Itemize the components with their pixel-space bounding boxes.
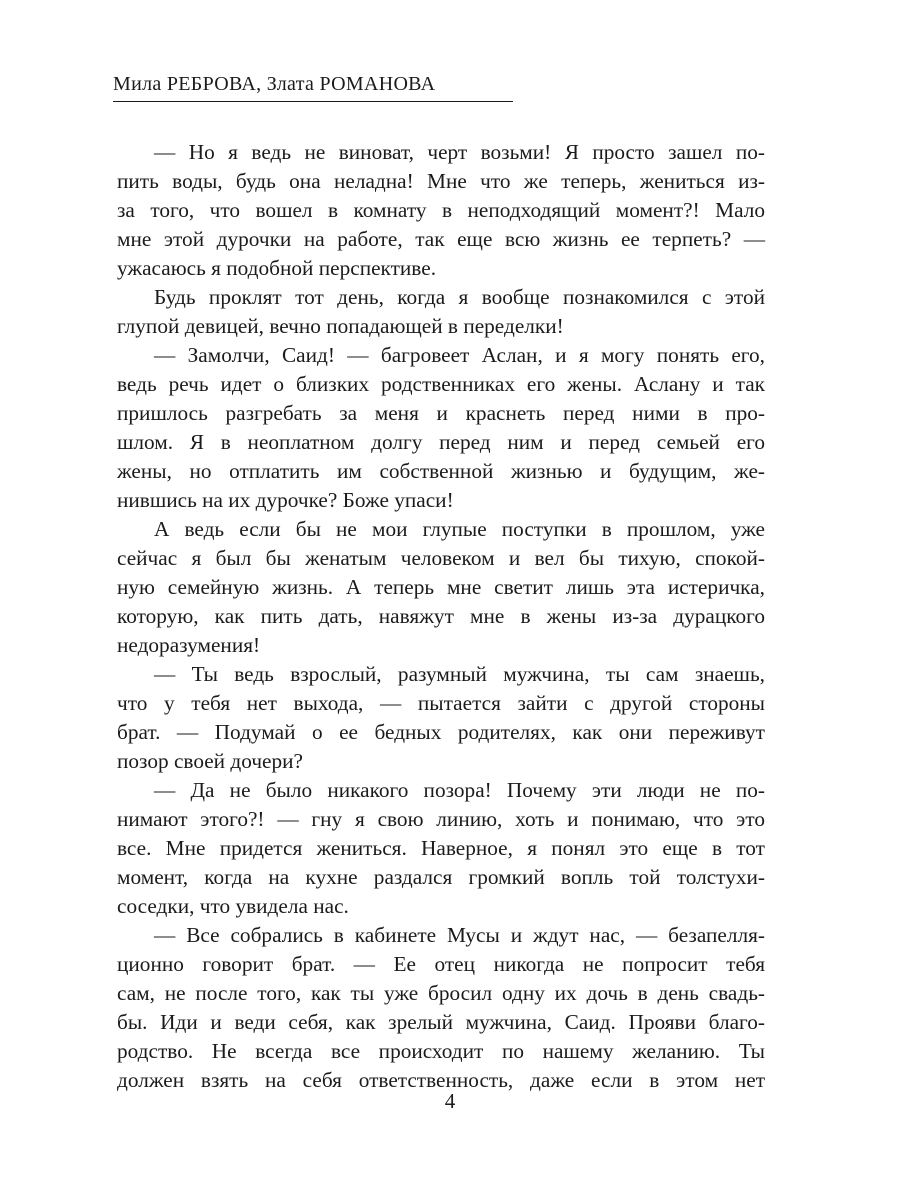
text-line: недоразумения! [117,633,261,657]
text-line: ционно говорит брат. — Ее отец никогда не попросит тебя [117,952,765,976]
text-line: которую, как пить дать, навяжут мне в жены из-за дурацкого [117,604,765,628]
text-line: соседки, что увидела нас. [117,894,349,918]
text-line: Будь проклят тот день, когда я вообще познакомился с этой [154,285,765,309]
text-line: момент, когда на кухне раздался громкий вопль той толстухи- [117,865,765,889]
text-line: глупой девицей, вечно попадающей в переделки! [117,314,564,338]
text-line: ведь речь идет о близких родственниках его жены. Аслану и так [117,372,765,396]
text-line: — Замолчи, Саид! — багровеет Аслан, и я могу понять его, [154,343,765,367]
text-line: — Ты ведь взрослый, разумный мужчина, ты сам знаешь, [154,662,765,686]
text-line: все. Мне придется жениться. Наверное, я понял это еще в тот [117,836,765,860]
text-line: нившись на их дурочке? Боже упаси! [117,488,454,512]
header-rule [113,101,513,102]
page-number: 4 [444,1089,456,1113]
text-line: — Да не было никакого позора! Почему эти люди не по- [154,778,765,802]
text-line: ную семейную жизнь. А теперь мне светит лишь эта истеричка, [117,575,765,599]
text-line: шлом. Я в неоплатном долгу перед ним и перед семьей его [117,430,765,454]
text-line: А ведь если бы не мои глупые поступки в прошлом, уже [154,517,765,541]
text-line: — Но я ведь не виноват, черт возьми! Я просто зашел по- [154,140,765,164]
text-line: ужасаюсь я подобной перспективе. [117,256,437,280]
text-line: бы. Иди и веди себя, как зрелый мужчина, Саид. Прояви благо- [117,1010,765,1034]
text-line: сейчас я был бы женатым человеком и вел бы тихую, спокой- [117,546,765,570]
text-line: нимают этого?! — гну я свою линию, хоть и понимаю, что это [117,807,765,831]
text-line: — Все собрались в кабинете Мусы и ждут нас, — безапелля- [154,923,765,947]
text-line: мне этой дурочки на работе, так еще всю жизнь ее терпеть? — [117,227,765,251]
text-line: брат. — Подумай о ее бедных родителях, как они переживут [117,720,765,744]
text-line: позор своей дочери? [117,749,303,773]
text-line: сам, не после того, как ты уже бросил одну их дочь в день свадь- [117,981,765,1005]
text-line: что у тебя нет выхода, — пытается зайти с другой стороны [117,691,765,715]
body-text [117,138,765,1095]
text-line: пришлось разгребать за меня и краснеть перед ними в про- [117,401,765,425]
running-header: Мила РЕБРОВА, Злата РОМАНОВА [113,73,436,95]
text-line: родство. Не всегда все происходит по нашему желанию. Ты [117,1039,765,1063]
text-line: пить воды, будь она неладна! Мне что же теперь, жениться из- [117,169,765,193]
text-line: жены, но отплатить им собственной жизнью и будущим, же- [117,459,765,483]
text-line: должен взять на себя ответственность, даже если в этом нет [117,1068,765,1092]
text-line: за того, что вошел в комнату в неподходящий момент?! Мало [117,198,765,222]
